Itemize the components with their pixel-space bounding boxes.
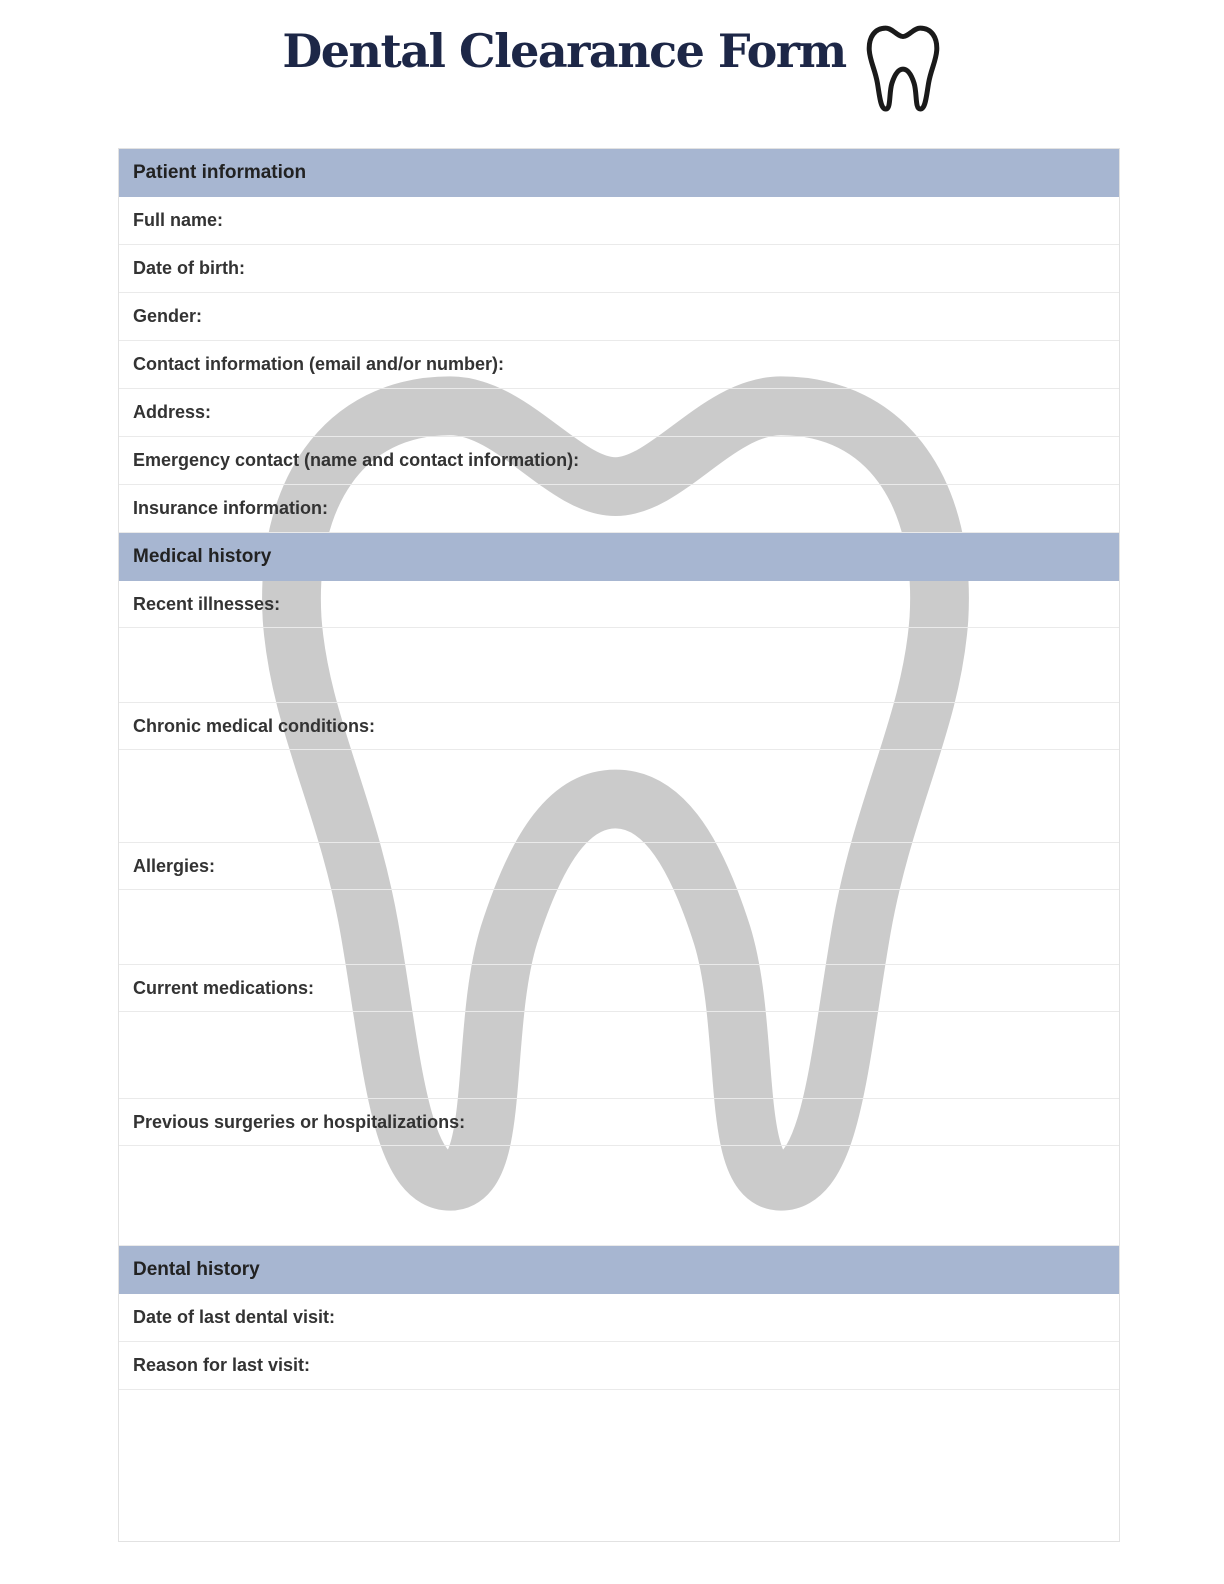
- row-address[interactable]: [119, 389, 1119, 437]
- row-previous-surgeries[interactable]: [119, 1099, 1119, 1146]
- row-current-medications[interactable]: [119, 965, 1119, 1012]
- page-title: Dental Clearance Form: [282, 24, 846, 78]
- answer-area-chronic-medical-conditions[interactable]: [119, 750, 1119, 843]
- section-header-patient-information: [119, 149, 1119, 197]
- answer-area-recent-illnesses[interactable]: [119, 628, 1119, 703]
- field-label: Address:: [133, 402, 212, 422]
- field-label: Reason for last visit:: [133, 1355, 311, 1375]
- field-label: Date of birth:: [133, 258, 245, 278]
- field-label: Emergency contact (name and contact information):: [133, 450, 580, 470]
- field-label: Full name:: [133, 210, 224, 230]
- answer-area-reason-for-last-visit[interactable]: [119, 1390, 1119, 1541]
- field-label: Recent illnesses:: [133, 593, 281, 614]
- field-label: Contact information (email and/or number):: [133, 354, 505, 374]
- answer-area-previous-surgeries[interactable]: [119, 1146, 1119, 1246]
- field-label: Current medications:: [133, 977, 315, 998]
- row-reason-for-last-visit[interactable]: [119, 1342, 1119, 1390]
- row-insurance-information[interactable]: [119, 485, 1119, 533]
- row-recent-illnesses[interactable]: [119, 581, 1119, 628]
- form-header: [0, 0, 1224, 135]
- section-header-medical-history: [119, 533, 1119, 581]
- row-full-name[interactable]: [119, 197, 1119, 245]
- row-gender[interactable]: [119, 293, 1119, 341]
- field-label: Allergies:: [133, 855, 216, 876]
- row-date-of-birth[interactable]: [119, 245, 1119, 293]
- row-emergency-contact[interactable]: [119, 437, 1119, 485]
- tooth-icon: [864, 22, 942, 114]
- row-allergies[interactable]: [119, 843, 1119, 890]
- field-label: Date of last dental visit:: [133, 1307, 336, 1327]
- field-label: Gender:: [133, 306, 203, 326]
- row-date-of-last-dental-visit[interactable]: [119, 1294, 1119, 1342]
- section-title: Patient information: [133, 162, 307, 183]
- section-title: Dental history: [133, 1259, 260, 1280]
- field-label: Previous surgeries or hospitalizations:: [133, 1111, 466, 1132]
- section-title: Medical history: [133, 546, 272, 567]
- row-chronic-medical-conditions[interactable]: [119, 703, 1119, 750]
- form-table: [118, 148, 1120, 1542]
- answer-area-allergies[interactable]: [119, 890, 1119, 965]
- section-header-dental-history: [119, 1246, 1119, 1294]
- row-contact-information[interactable]: [119, 341, 1119, 389]
- answer-area-current-medications[interactable]: [119, 1012, 1119, 1099]
- field-label: Insurance information:: [133, 498, 329, 518]
- field-label: Chronic medical conditions:: [133, 715, 376, 736]
